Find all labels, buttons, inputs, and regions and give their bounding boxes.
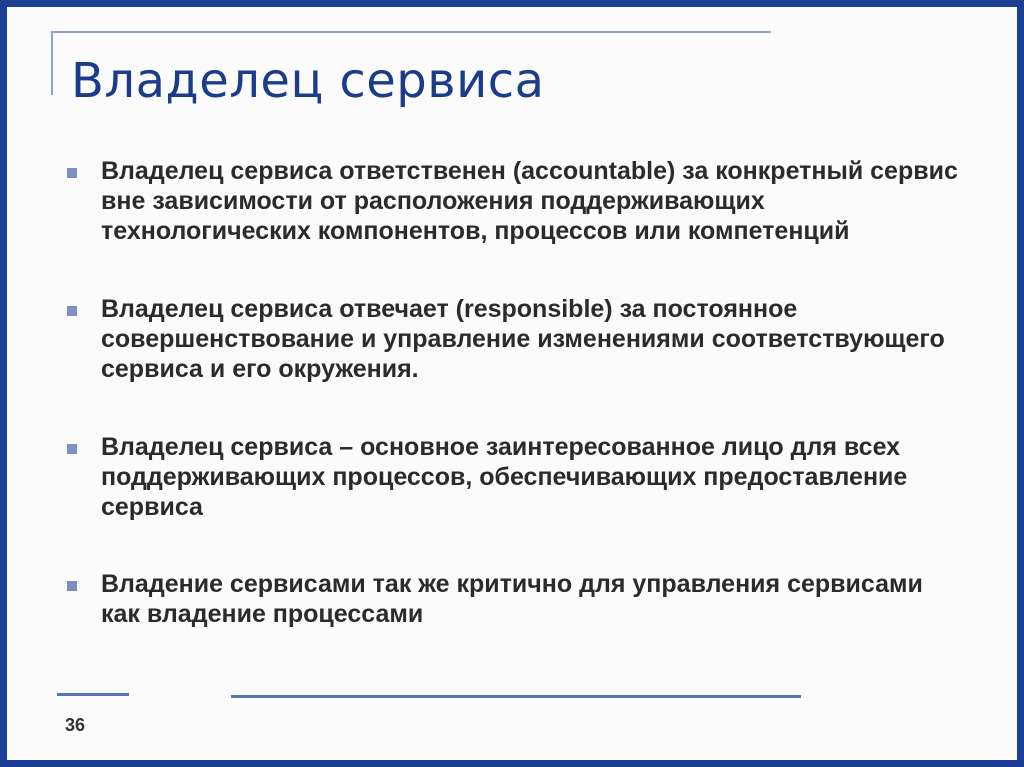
slide-page-number: 36 bbox=[65, 715, 86, 735]
bullet-text: Владелец сервиса ответственен (accountable) за конкретный сервис вне зависимости от расположения поддерживающих технологических компонентов, процессов или компетенций bbox=[101, 157, 958, 245]
square-bullet-icon bbox=[67, 306, 77, 316]
bullet-item bbox=[67, 569, 967, 629]
square-bullet-icon bbox=[67, 581, 77, 591]
slide-title: Владелец сервиса bbox=[71, 53, 545, 109]
top-decorative-rule bbox=[51, 31, 771, 33]
left-decorative-rule bbox=[51, 31, 53, 95]
bullet-text: Владение сервисами так же критично для управления сервисами как владение процессами bbox=[101, 570, 923, 628]
square-bullet-icon bbox=[67, 444, 77, 454]
bullet-text: Владелец сервиса – основное заинтересованное лицо для всех поддерживающих процессов, обеспечивающих предоставление сервиса bbox=[101, 433, 908, 521]
bullet-text: Владелец сервиса отвечает (responsible) за постоянное совершенствование и управление изменениями соответствующего сервиса и его окружения. bbox=[101, 295, 945, 383]
bullet-item bbox=[67, 294, 967, 384]
bullet-item bbox=[67, 156, 967, 246]
footer-rule-right bbox=[231, 695, 801, 698]
square-bullet-icon bbox=[67, 168, 77, 178]
footer-rule-left bbox=[57, 693, 129, 696]
bullet-item bbox=[67, 432, 967, 522]
